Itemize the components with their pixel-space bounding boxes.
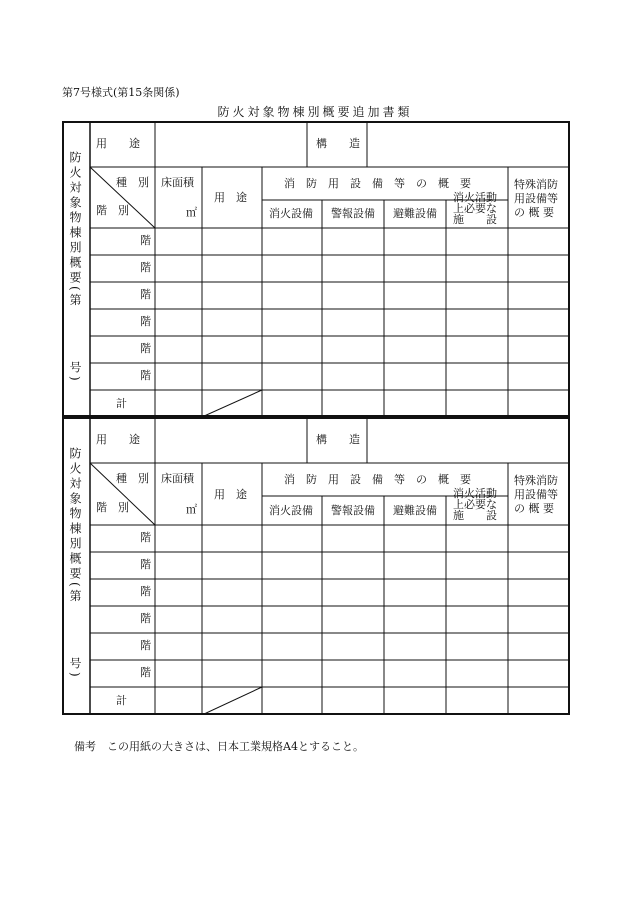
document-title: 防火対象物棟別概要追加書類 <box>217 105 413 119</box>
hinan-setsubi-label: 避難設備 <box>393 207 437 220</box>
kouzou-label: 構 造 <box>316 137 360 150</box>
side-title: 防火対象物棟別概要(第 <box>68 151 82 309</box>
keiho-setsubi-label: 警報設備 <box>331 207 375 220</box>
side-title-suffix: 号) <box>68 361 82 384</box>
floor-row-4-label: 階 <box>140 315 151 328</box>
shoka-setsubi-label: 消火設備 <box>269 207 313 220</box>
youto-label: 用 途 <box>96 433 140 446</box>
tokushu-label: 特殊消防用設備等の 概 要 <box>514 474 558 515</box>
shokakatsudo-label: 消火活動上必要な施 設 <box>453 487 497 522</box>
form-grid-lines <box>62 417 570 715</box>
floor-row-3-label: 階 <box>140 585 151 598</box>
shoka-setsubi-label: 消火設備 <box>269 504 313 517</box>
tokushu-label: 特殊消防用設備等の 概 要 <box>514 178 558 219</box>
floor-row-2-label: 階 <box>140 558 151 571</box>
hinan-setsubi-label: 避難設備 <box>393 504 437 517</box>
kaibetsu-label: 階 別 <box>96 501 129 514</box>
unit-m2: ㎡ <box>186 503 197 516</box>
floor-row-5-label: 階 <box>140 342 151 355</box>
floor-row-3-label: 階 <box>140 288 151 301</box>
youto-label: 用 途 <box>96 137 140 150</box>
shobo-setsubi-header: 消 防 用 設 備 等 の 概 要 <box>284 177 471 190</box>
form-grid-lines <box>62 121 570 417</box>
floor-row-2-label: 階 <box>140 261 151 274</box>
floor-row-4-label: 階 <box>140 612 151 625</box>
youto-column-label: 用 途 <box>214 191 247 204</box>
shokakatsudo-label: 消火活動上必要な施 設 <box>453 191 497 226</box>
unit-m2: ㎡ <box>186 206 197 219</box>
floor-row-6-label: 階 <box>140 369 151 382</box>
shubetsu-label: 種 別 <box>116 176 149 189</box>
remarks-note: 備考 この用紙の大きさは、日本工業規格A4とすること。 <box>74 740 364 753</box>
shobo-setsubi-header: 消 防 用 設 備 等 の 概 要 <box>284 473 471 486</box>
yukamenseki-label: 床面積 <box>161 472 194 485</box>
floor-row-6-label: 階 <box>140 666 151 679</box>
floor-row-1-label: 階 <box>140 531 151 544</box>
floor-row-1-label: 階 <box>140 234 151 247</box>
building-summary-block-2 <box>62 417 570 715</box>
youto-column-label: 用 途 <box>214 488 247 501</box>
total-row-label: 計 <box>116 397 127 410</box>
side-title: 防火対象物棟別概要(第 <box>68 447 82 605</box>
floor-row-5-label: 階 <box>140 639 151 652</box>
kouzou-label: 構 造 <box>316 433 360 446</box>
total-row-label: 計 <box>116 694 127 707</box>
side-title-suffix: 号) <box>68 657 82 680</box>
shubetsu-label: 種 別 <box>116 472 149 485</box>
form-number: 第7号様式(第15条関係) <box>62 86 180 99</box>
keiho-setsubi-label: 警報設備 <box>331 504 375 517</box>
yukamenseki-label: 床面積 <box>161 176 194 189</box>
kaibetsu-label: 階 別 <box>96 204 129 217</box>
building-summary-block-1 <box>62 121 570 417</box>
